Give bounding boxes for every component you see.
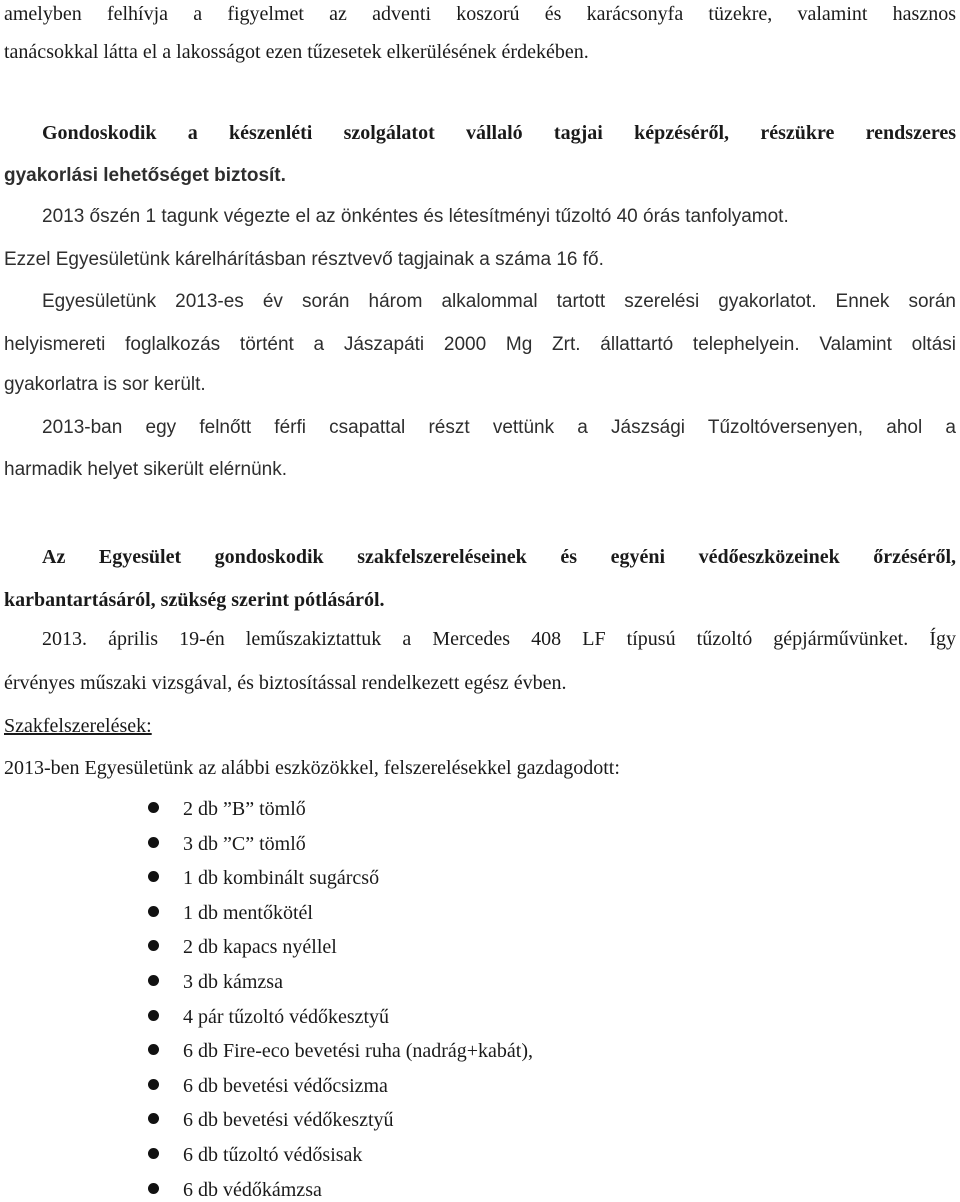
bullet-icon [148,1113,159,1124]
bullet-icon [148,837,159,848]
bullet-icon [148,1148,159,1159]
list-item-text: 3 db kámzsa [183,971,283,993]
bullet-icon [148,1010,159,1021]
bullet-icon [148,871,159,882]
list-item-text: 6 db bevetési védőkesztyű [183,1109,394,1132]
text-line: Az Egyesület gondoskodik szakfelszereléseinek és egyéni védőeszközeinek őrzéséről, [42,546,956,568]
list-item-text: 2 db ”B” tömlő [183,798,306,820]
list-item-text: 4 pár tűzoltó védőkesztyű [183,1005,390,1028]
bullet-icon [148,1183,159,1194]
text-line: 2013 őszén 1 tagunk végezte el az önkéntes és létesítményi tűzoltó 40 órás tanfolyamot. [42,206,789,227]
text-line: 2013-ben Egyesületünk az alábbi eszközökkel, felszerelésekkel gazdagodott: [4,757,620,779]
list-item-text: 3 db ”C” tömlő [183,832,306,855]
list-item-text: 6 db tűzoltó védősisak [183,1144,363,1166]
text-line: Ezzel Egyesületünk kárelhárításban résztvevő tagjainak a száma 16 fő. [4,249,604,270]
text-line: harmadik helyet sikerült elérnünk. [4,459,288,480]
list-item-text: 6 db védőkámzsa [183,1178,322,1201]
list-item-text: 6 db Fire-eco bevetési ruha (nadrág+kabát), [183,1040,534,1063]
text-line: érvényes műszaki vizsgával, és biztosítással rendelkezett egész évben. [4,672,567,694]
list-item-text: 6 db bevetési védőcsizma [183,1074,388,1097]
text-line: gyakorlási lehetőséget biztosít. [4,165,286,186]
text-line: gyakorlatra is sor került. [4,374,206,395]
bullet-icon [148,1079,159,1090]
text-line: Gondoskodik a készenléti szolgálatot vállaló tagjai képzéséről, részükre rendszeres [42,122,956,144]
list-item-text: 2 db kapacs nyéllel [183,936,337,959]
text-line: 2013. április 19-én leműszakiztattuk a Mercedes 408 LF típusú tűzoltó gépjárművünket. Így [42,628,956,650]
text-line: Szakfelszerelések: [4,715,152,737]
bullet-icon [148,802,159,813]
bullet-icon [148,1044,159,1055]
bullet-icon [148,906,159,917]
text-line: karbantartásáról, szükség szerint pótlásáról. [4,589,385,611]
text-line: tanácsokkal látta el a lakosságot ezen tűzesetek elkerülésének érdekében. [4,41,589,63]
text-line: amelyben felhívja a figyelmet az adventi koszorú és karácsonyfa tüzekre, valamint hasznos [4,3,956,25]
text-line: helyismereti foglalkozás történt a Jászapáti 2000 Mg Zrt. állattartó telephelyein. Valamint oltási [4,334,956,355]
bullet-icon [148,940,159,951]
text-line: 2013-ban egy felnőtt férfi csapattal részt vettünk a Jászsági Tűzoltóversenyen, ahol a [42,417,956,438]
list-item-text: 1 db kombinált sugárcső [183,867,380,890]
list-item-text: 1 db mentőkötél [183,901,313,924]
text-line: Egyesületünk 2013-es év során három alkalommal tartott szerelési gyakorlatot. Ennek során [42,291,956,312]
bullet-icon [148,975,159,986]
